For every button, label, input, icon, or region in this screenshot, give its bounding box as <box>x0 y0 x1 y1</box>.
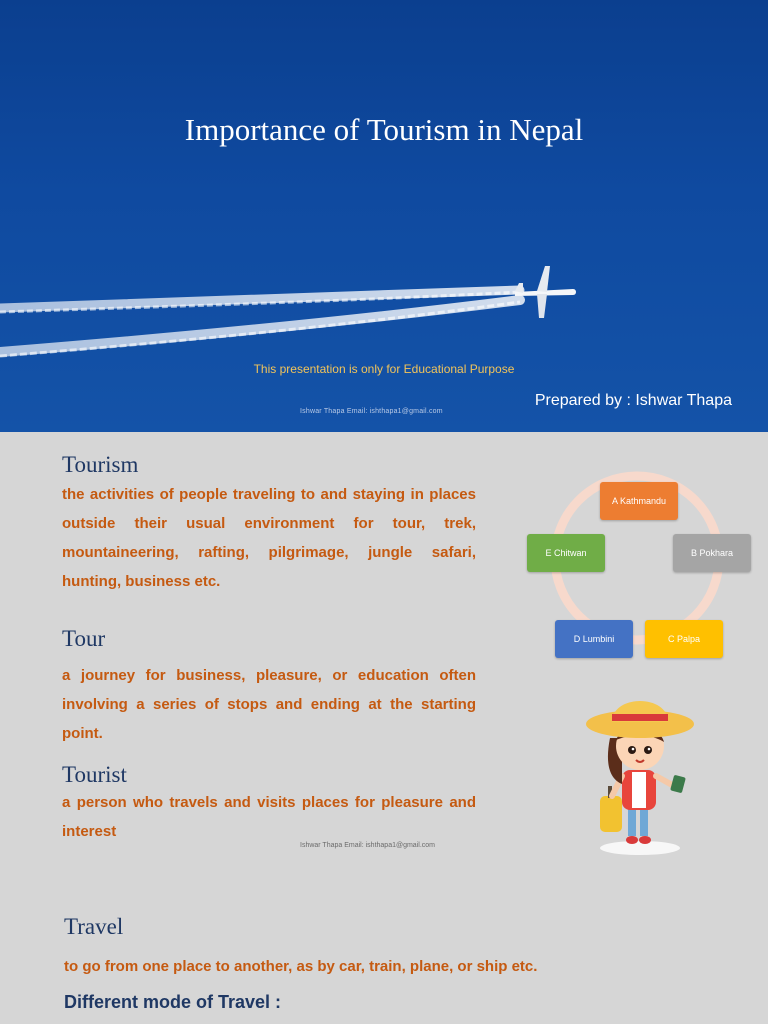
title-slide <box>0 0 768 432</box>
educational-purpose-note: This presentation is only for Educational Purpose <box>253 362 515 376</box>
author-email: Ishwar Thapa Email: ishthapa1@gmail.com <box>300 408 443 415</box>
places-cycle-diagram <box>522 470 732 670</box>
heading-travel: Travel <box>64 914 124 939</box>
heading-tourism: Tourism <box>62 452 139 477</box>
definition-travel: to go from one place to another, as by car, train, plane, or ship etc. <box>64 958 538 975</box>
cycle-node-chitwan: E Chitwan <box>527 534 605 572</box>
cycle-node-kathmandu: A Kathmandu <box>600 482 678 520</box>
definition-tour: a journey for business, pleasure, or education often involving a series of stops and ending at the starting point. <box>62 667 476 742</box>
definition-tourist: a person who travels and visits places for pleasure and interest <box>62 794 476 840</box>
presentation-title: Importance of Tourism in Nepal <box>184 112 584 147</box>
cycle-node-palpa: C Palpa <box>645 620 723 658</box>
different-mode-of-travel-heading: Different mode of Travel : <box>64 992 282 1012</box>
tourist-girl-illustration <box>582 688 697 860</box>
heading-tour: Tour <box>62 626 106 651</box>
definition-tourism: the activities of people traveling to and staying in places outside their usual environment for tour, trek, mountaineering, rafting, pilgrimage, jungle safari, hunting, business etc. <box>62 486 476 590</box>
prepared-by: Prepared by : Ishwar Thapa <box>534 392 732 409</box>
cycle-node-pokhara: B Pokhara <box>673 534 751 572</box>
author-email-footer: Ishwar Thapa Email: ishthapa1@gmail.com <box>300 842 435 849</box>
cycle-node-lumbini: D Lumbini <box>555 620 633 658</box>
airplane-icon <box>515 266 576 318</box>
heading-tourist: Tourist <box>62 762 127 787</box>
